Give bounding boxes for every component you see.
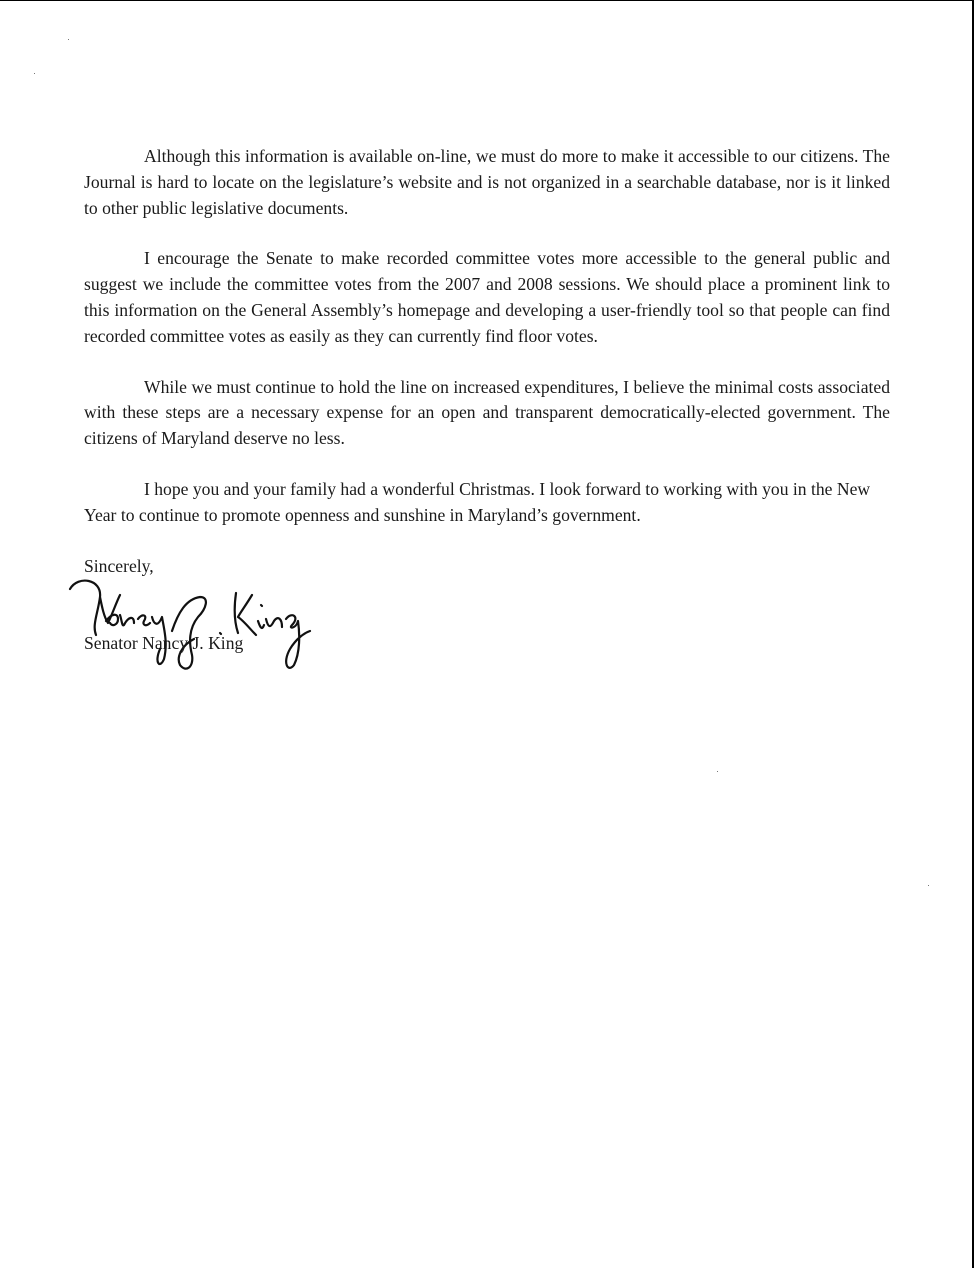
handwritten-signature xyxy=(60,573,320,678)
scan-speck xyxy=(68,39,69,40)
paragraph-holiday-wishes: I hope you and your family had a wonderful Christmas. I look forward to working with you in the New Year to continue to promote openness and sunshine in Maryland’s government. xyxy=(84,478,871,525)
scan-speck xyxy=(928,885,929,886)
paragraph-committee-votes: I encourage the Senate to make recorded committee votes more accessible to the general public and suggest we include the committee votes from the 2007 and 2008 sessions. We should place a prominent link to this information on the General Assembly’s homepage and developing a user-friendly tool so that people can find recorded committee votes as easily as they can currently find floor votes. xyxy=(84,248,890,346)
letter-body xyxy=(84,144,890,554)
paragraph-expenditures: While we must continue to hold the line on increased expenditures, I believe the minimal costs associated with these steps are a necessary expense for an open and transparent democratically-elected government. The citizens of Maryland deserve no less. xyxy=(84,376,890,449)
paragraph-accessibility: Although this information is available on-line, we must do more to make it accessible to our citizens. The Journal is hard to locate on the legislature’s website and is not organized in a searchable database, nor is it linked to other public legislative documents. xyxy=(84,146,890,218)
scan-speck xyxy=(717,771,718,772)
scan-speck xyxy=(34,73,35,74)
closing-salutation: Sincerely, xyxy=(84,556,154,576)
signer-name: Senator Nancy J. King xyxy=(84,633,244,653)
